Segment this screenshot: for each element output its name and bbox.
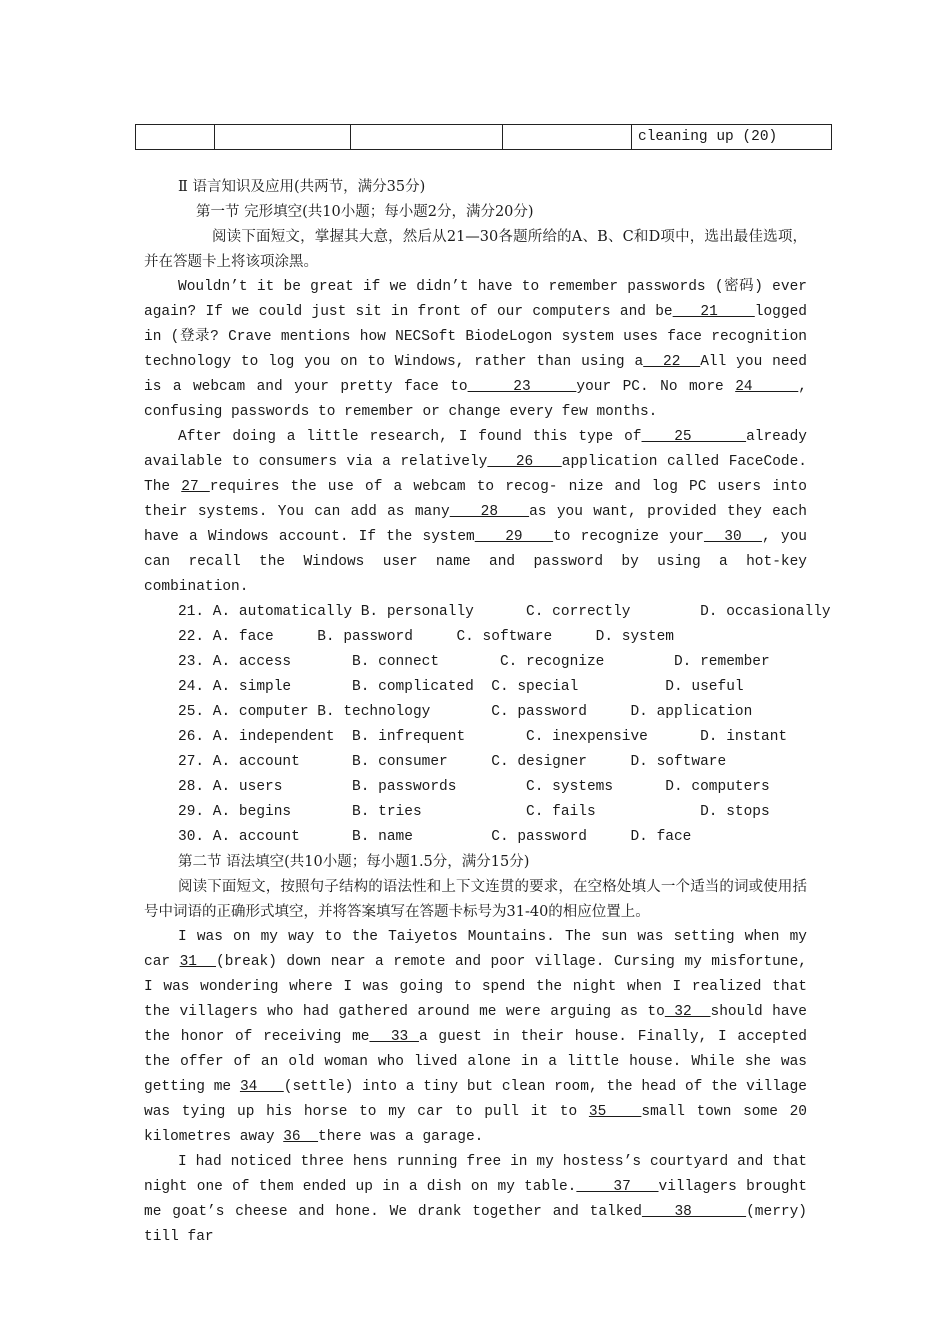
text-run: Wouldn’t it be great if we didn’t have to remember passwords (密码) ever again? If we could just sit in front of our computers and be: [144, 279, 807, 320]
text-run: requires the use of a webcam to recog- nize and log PC users into their systems. You can add as many: [144, 479, 808, 520]
text-run: I was on my way to the Taiyetos Mountains. The sun was setting when my car: [144, 929, 807, 970]
option-row: 27. A. account B. consumer C. designer D. software: [178, 754, 727, 770]
table-cell: [503, 125, 632, 150]
blank-22[interactable]: 22: [643, 354, 701, 370]
text-run: , you can recall the Windows user name and password by using a hot-key combination.: [144, 529, 807, 595]
cloze-paragraph-1: [144, 275, 807, 425]
section-title: Ⅱ 语言知识及应用(共两节，满分35分): [178, 179, 426, 195]
table-cell: [136, 125, 215, 150]
blank-25[interactable]: 25: [641, 429, 747, 445]
table-cell: cleaning up (20): [632, 125, 832, 150]
text-run: (break) down near a remote and poor village. Cursing my misfortune, I was wondering where I was going to spend the night when I realized that the villagers who had gathered around me were arguing as to: [144, 954, 807, 1020]
blank-29[interactable]: 29: [474, 529, 554, 545]
option-row: 26. A. independent B. infrequent C. inexpensive D. instant: [178, 729, 788, 745]
blank-24[interactable]: 24: [735, 379, 799, 395]
blank-27[interactable]: 27: [181, 479, 210, 495]
text-run: All you need is a webcam and your pretty face to: [144, 354, 807, 395]
blank-34[interactable]: 34: [239, 1079, 284, 1095]
blank-32[interactable]: 32: [664, 1004, 711, 1020]
text-run: (settle) into a tiny but clean room, the head of the village was tying up his horse to my car to pull it to: [144, 1079, 807, 1120]
text-run: as you want, provided they each have a Windows account. If the system: [144, 504, 807, 545]
text-run: to recognize your: [553, 529, 704, 545]
part2-title: 第二节 语法填空(共10小题；每小题1.5分，满分15分): [178, 854, 530, 870]
part1-instructions: 阅读下面短文，掌握其大意，然后从21—30各题所给的A、B、C和D项中，选出最佳选项，并在答题卡上将该项涂黑。: [144, 229, 807, 270]
option-row: 25. A. computer B. technology C. password D. application: [178, 704, 753, 720]
text-run: should have the honor of receiving me: [144, 1004, 807, 1045]
option-row: 21. A. automatically B. personally C. correctly D. occasionally: [178, 604, 831, 620]
part1-title: 第一节 完形填空(共10小题；每小题2分，满分20分): [196, 204, 534, 220]
text-run: a guest in their house. Finally, I accepted the offer of an old woman who lived alone in a little house. While she was getting me: [144, 1029, 807, 1095]
text-run: After doing a little research, I found this type of: [178, 429, 642, 445]
text-run: there was a garage.: [318, 1129, 484, 1145]
answer-table: [135, 124, 832, 150]
text-run: I had noticed three hens running free in my hostess’s courtyard and that night one of them ended up in a dish on my table.: [144, 1154, 807, 1195]
blank-30[interactable]: 30: [703, 529, 763, 545]
option-row: 29. A. begins B. tries C. fails D. stops: [178, 804, 770, 820]
text-run: (merry) till far: [144, 1204, 808, 1245]
blank-37[interactable]: 37: [576, 1179, 659, 1195]
blank-31[interactable]: 31: [179, 954, 217, 970]
cloze-paragraph-2: [144, 425, 807, 600]
table-cell: [215, 125, 351, 150]
blank-23[interactable]: 23: [467, 379, 577, 395]
exam-content: [144, 175, 831, 1250]
option-row: 22. A. face B. password C. software D. system: [178, 629, 674, 645]
text-run: villagers brought me goat’s cheese and hone. We drank together and talked: [144, 1179, 807, 1220]
option-row: 23. A. access B. connect C. recognize D. remember: [178, 654, 770, 670]
blank-35[interactable]: 35: [588, 1104, 642, 1120]
option-row: 24. A. simple B. complicated C. special D. useful: [178, 679, 744, 695]
text-run: small town some 20 kilometres away: [144, 1104, 808, 1145]
blank-28[interactable]: 28: [449, 504, 530, 520]
table-cell: [351, 125, 503, 150]
text-run: your PC. No more: [576, 379, 724, 395]
option-row: 28. A. users B. passwords C. systems D. computers: [178, 779, 770, 795]
part2-instructions: 阅读下面短文，按照句子结构的语法性和上下文连贯的要求，在空格处填人一个适当的词或使用括号中词语的正确形式填空，并将答案填写在答题卡标号为31-40的相应位置上。: [144, 879, 807, 920]
text-run: already available to consumers via a relatively: [144, 429, 807, 470]
table-row: [136, 125, 832, 150]
option-row: 30. A. account B. name C. password D. face: [178, 829, 692, 845]
blank-26[interactable]: 26: [487, 454, 562, 470]
text-run: application called FaceCode. The: [144, 454, 808, 495]
blank-36[interactable]: 36: [283, 1129, 319, 1145]
blank-33[interactable]: 33: [369, 1029, 419, 1045]
grammar-paragraph-2: [144, 1150, 807, 1250]
blank-38[interactable]: 38: [641, 1204, 747, 1220]
blank-21[interactable]: 21: [672, 304, 755, 320]
grammar-paragraph-1: [144, 925, 807, 1150]
text-run: , confusing passwords to remember or change every few months.: [144, 379, 807, 420]
text-run: logged in (登录? Crave mentions how NECSoft BiodeLogon system uses face recognition technology to log you on to Windows, rather than using a: [144, 304, 807, 370]
